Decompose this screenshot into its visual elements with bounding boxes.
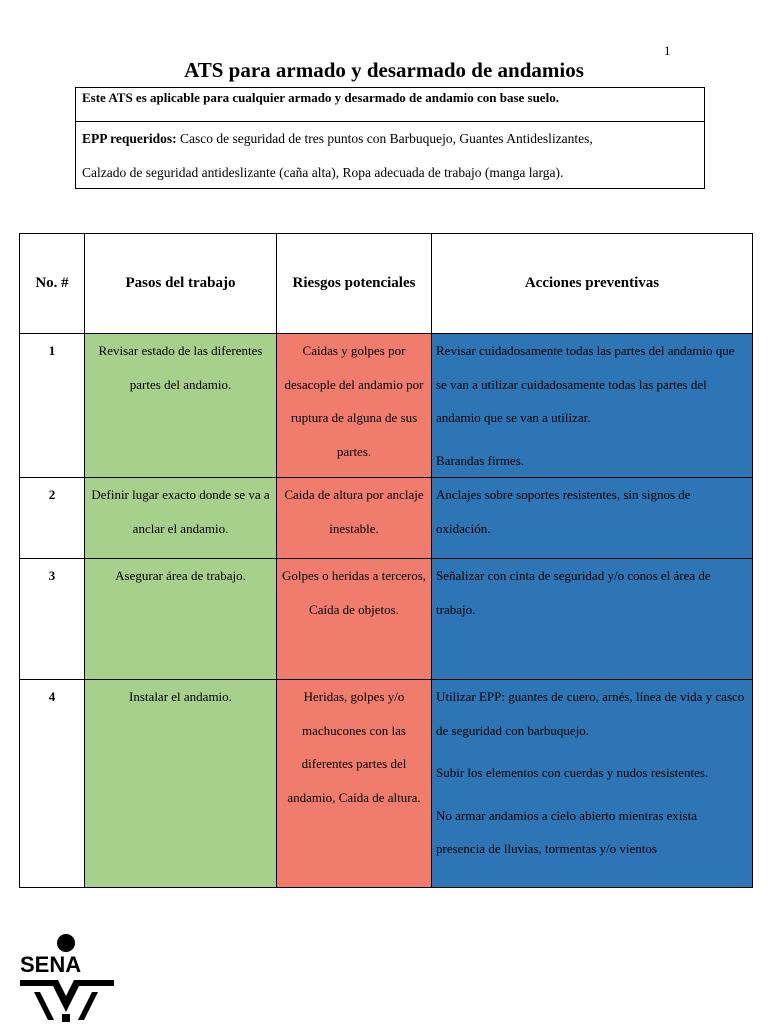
table-row: [20, 478, 753, 559]
sena-logo-text: SENA: [20, 952, 82, 977]
actions-cell: [432, 334, 753, 478]
header-acciones: Acciones preventivas: [432, 234, 753, 334]
risk-cell: Heridas, golpes y/o machucones con las diferentes partes del andamio, Caída de altura.: [277, 680, 432, 888]
row-number: 2: [20, 478, 85, 559]
row-number: 1: [20, 334, 85, 478]
ats-table: [19, 233, 753, 888]
action-item: Revisar cuidadosamente todas las partes del andamio que se van a utilizar cuidadosamente todas las partes del andamio que se van a utilizar.: [436, 343, 735, 425]
document-title: ATS para armado y desarmado de andamios: [184, 58, 584, 82]
actions-cell: [432, 478, 753, 559]
page-number: 1: [664, 43, 671, 58]
actions-cell: [432, 559, 753, 680]
row-number: 4: [20, 680, 85, 888]
risk-cell: Caidas y golpes por desacople del andamio por ruptura de alguna de sus partes.: [277, 334, 432, 478]
action-item: No armar andamios a cielo abierto mientras exista presencia de lluvias, tormentas y/o vientos: [436, 807, 697, 856]
header-riesgos: Riesgos potenciales: [277, 234, 432, 334]
epp-label: EPP requeridos:: [82, 131, 177, 146]
epp-text-1: Casco de seguridad de tres puntos con Barbuquejo, Guantes Antideslizantes,: [176, 131, 593, 146]
actions-cell: [432, 680, 753, 888]
header-no: No. #: [20, 234, 85, 334]
table-header-row: [20, 234, 753, 334]
info-box: [75, 87, 705, 189]
epp-line-1: [82, 122, 698, 156]
step-cell: Instalar el andamio.: [85, 680, 277, 888]
risk-cell: Caida de altura por anclaje inestable.: [277, 478, 432, 559]
row-number: 3: [20, 559, 85, 680]
epp-line-2: Calzado de seguridad antideslizante (caña alta), Ropa adecuada de trabajo (manga larga).: [82, 165, 564, 180]
epp-requirements: [76, 122, 704, 190]
action-item: Subir los elementos con cuerdas y nudos resistentes.: [436, 765, 709, 780]
step-cell: Asegurar área de trabajo.: [85, 559, 277, 680]
action-item: Barandas firmes.: [436, 452, 525, 468]
step-cell: Definir lugar exacto donde se va a anclar el andamio.: [85, 478, 277, 559]
action-item: Utilizar EPP: guantes de cuero, arnés, línea de vida y casco de seguridad con barbuquejo.: [436, 689, 745, 738]
action-item: Anclajes sobre soportes resistentes, sin signos de oxidación.: [436, 487, 691, 536]
table-row: [20, 680, 753, 888]
table-row: [20, 559, 753, 680]
sena-logo: [18, 934, 118, 1022]
header-pasos: Pasos del trabajo: [85, 234, 277, 334]
risk-cell: Golpes o heridas a terceros, Caída de objetos.: [277, 559, 432, 680]
action-item: Señalizar con cinta de seguridad y/o conos el área de trabajo.: [436, 568, 711, 617]
step-cell: Revisar estado de las diferentes partes del andamio.: [85, 334, 277, 478]
table-row: [20, 334, 753, 478]
scope-statement: Este ATS es aplicable para cualquier armado y desarmado de andamio con base suelo.: [76, 88, 704, 122]
